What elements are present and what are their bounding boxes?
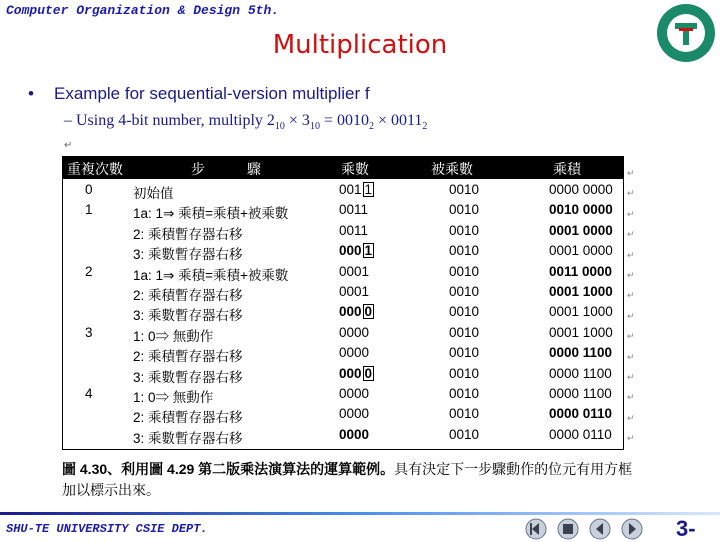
paragraph-mark-icon: ↵ xyxy=(627,392,635,403)
cell-multiplicand: 0010 xyxy=(449,386,480,401)
cell-product: 0000 1100 xyxy=(549,345,613,361)
cell-multiplier: 0000 xyxy=(339,386,370,401)
cell-step: 2: 乘積暫存器右移 xyxy=(133,410,243,426)
cell-step: 3: 乘數暫存器右移 xyxy=(133,308,243,324)
cell-multiplier: 000 0 xyxy=(339,365,373,381)
deciding-bit-box: 0 xyxy=(364,304,373,320)
multiplication-table xyxy=(62,156,624,450)
cell-iteration: 3 xyxy=(85,324,93,340)
cell-step: 初始值 xyxy=(133,186,174,201)
table-row xyxy=(63,385,623,405)
paragraph-mark-icon: ↵ xyxy=(627,270,635,280)
table-row xyxy=(63,405,623,425)
cell-product: 0000 0000 xyxy=(549,182,613,197)
cell-multiplier: 0000 xyxy=(339,406,370,422)
sub-bullet xyxy=(64,112,427,132)
sub-text-3: = 0010 xyxy=(319,112,369,129)
cell-multiplicand: 0010 xyxy=(449,304,480,320)
header-multiplicand: 被乘數 xyxy=(431,161,473,177)
header-multiplier: 乘數 xyxy=(341,161,369,177)
cell-step: 1: 0⇒ 無動作 xyxy=(133,390,214,405)
table-row xyxy=(63,263,623,283)
cell-multiplicand: 0010 xyxy=(449,324,480,340)
table-row xyxy=(63,344,623,364)
table-row xyxy=(63,365,623,385)
cell-multiplicand: 0010 xyxy=(449,182,480,197)
sub-subscript-4: 2 xyxy=(422,121,428,133)
table-row xyxy=(63,201,623,221)
cell-product: 0001 1000 xyxy=(549,304,613,320)
sub-subscript-2: 10 xyxy=(309,121,320,133)
paragraph-mark-icon: ↵ xyxy=(627,310,635,321)
cell-multiplicand: 0010 xyxy=(449,202,480,218)
sub-subscript-3: 2 xyxy=(368,121,374,133)
paragraph-mark-icon: ↵ xyxy=(627,229,635,240)
bullet-point xyxy=(28,84,370,104)
cell-product: 0010 0000 xyxy=(549,202,613,218)
table-row xyxy=(63,324,623,344)
paragraph-mark-icon: ↵ xyxy=(627,351,635,362)
cell-product: 0000 1100 xyxy=(549,386,612,401)
cell-multiplicand: 0010 xyxy=(449,406,480,422)
paragraph-mark-icon: ↵ xyxy=(64,140,73,151)
cell-multiplier: 0011 xyxy=(339,202,369,218)
paragraph-mark-icon: ↵ xyxy=(627,331,635,342)
previous-slide-icon[interactable] xyxy=(588,518,612,540)
paragraph-mark-icon: ↵ xyxy=(627,208,635,219)
cell-step: 1: 0⇒ 無動作 xyxy=(133,328,214,344)
deciding-bit-box: 1 xyxy=(364,243,373,259)
paragraph-mark-icon: ↵ xyxy=(627,290,635,301)
header-step: 步 驟 xyxy=(191,161,261,177)
paragraph-mark-icon: ↵ xyxy=(627,433,635,444)
cell-step: 1a: 1⇒ 乘積=乘積+被乘數 xyxy=(133,267,289,283)
deciding-bit-box: 0 xyxy=(364,365,373,381)
cell-product: 0000 0110 xyxy=(549,406,613,422)
footer-line xyxy=(0,512,720,515)
paragraph-mark-icon: ↵ xyxy=(627,168,635,178)
cell-step: 3: 乘數暫存器右移 xyxy=(133,430,243,446)
deciding-bit-box: 1 xyxy=(364,182,373,197)
course-title: Computer Organization & Design 5th. xyxy=(6,3,280,18)
paragraph-mark-icon: ↵ xyxy=(627,249,635,260)
slide-title: Multiplication xyxy=(272,30,448,60)
next-slide-icon[interactable] xyxy=(620,518,644,540)
cell-step: 2: 乘積暫存器右移 xyxy=(133,226,243,242)
page-number: 3- xyxy=(676,516,696,541)
sub-subscript-1: 10 xyxy=(274,121,285,133)
paragraph-mark-icon: ↵ xyxy=(627,188,635,199)
cell-multiplicand: 0010 xyxy=(449,345,480,361)
header-iteration: 重複次數 xyxy=(67,161,123,177)
table-row xyxy=(63,426,623,446)
cell-iteration: 2 xyxy=(85,263,93,279)
bullet-text: Example for sequential-version multiplier f xyxy=(54,84,370,103)
cell-product: 0001 1000 xyxy=(549,284,613,299)
sub-text-2: × 3 xyxy=(284,112,310,129)
cell-product: 0011 0000 xyxy=(549,263,613,279)
cell-product: 0001 1000 xyxy=(549,324,613,340)
cell-iteration: 1 xyxy=(85,202,93,218)
cell-multiplier: 0000 xyxy=(339,426,370,442)
cell-iteration: 4 xyxy=(85,386,93,401)
cell-multiplier: 001 1 xyxy=(339,182,373,197)
table-header xyxy=(63,157,623,179)
cell-step: 1a: 1⇒ 乘積=乘積+被乘數 xyxy=(133,206,289,222)
cell-multiplicand: 0010 xyxy=(449,365,480,381)
table-row xyxy=(63,181,623,201)
cell-multiplier: 0001 xyxy=(339,284,370,299)
paragraph-mark-icon: ↵ xyxy=(627,372,635,382)
bullet-icon: • xyxy=(28,84,34,103)
figure-caption xyxy=(62,459,642,501)
footer-text: SHU-TE UNIVERSITY CSIE DEPT. xyxy=(6,522,208,536)
cell-step: 3: 乘數暫存器右移 xyxy=(133,247,243,263)
table-row xyxy=(63,242,623,262)
cell-iteration: 0 xyxy=(85,182,93,197)
cell-product: 0001 0000 xyxy=(549,222,613,238)
footer xyxy=(0,512,720,540)
cell-multiplicand: 0010 xyxy=(449,426,480,442)
cell-step: 3: 乘數暫存器右移 xyxy=(133,369,243,385)
first-slide-icon[interactable] xyxy=(524,518,548,540)
paragraph-mark-icon: ↵ xyxy=(627,412,635,423)
cell-product: 0000 0110 xyxy=(549,426,612,442)
cell-multiplier: 0001 xyxy=(339,263,370,279)
cell-product: 0000 1100 xyxy=(549,365,612,381)
table-row xyxy=(63,283,623,303)
cell-multiplier: 0011 xyxy=(339,222,369,238)
cell-step: 2: 乘積暫存器右移 xyxy=(133,288,243,303)
cell-multiplier: 000 0 xyxy=(339,304,373,320)
cell-multiplicand: 0010 xyxy=(449,222,480,238)
header-product: 乘積 xyxy=(553,161,581,177)
cell-multiplicand: 0010 xyxy=(449,284,480,299)
stop-icon[interactable] xyxy=(556,518,580,540)
cell-multiplicand: 0010 xyxy=(449,263,480,279)
cell-multiplier: 0000 xyxy=(339,345,370,361)
caption-text: 具有決定下一步驟動作的位元有用方框加以標示出來。 xyxy=(62,461,633,498)
sub-text-4: × 0011 xyxy=(373,112,423,129)
table-row xyxy=(63,303,623,323)
cell-multiplier: 000 1 xyxy=(339,243,373,259)
cell-multiplicand: 0010 xyxy=(449,243,480,259)
cell-multiplier: 0000 xyxy=(339,324,370,340)
caption-title: 圖 4.30、利用圖 4.29 第二版乘法演算法的運算範例。 xyxy=(62,461,395,477)
cell-step: 2: 乘積暫存器右移 xyxy=(133,349,243,365)
sub-text-1: – Using 4-bit number, multiply 2 xyxy=(64,112,275,129)
cell-product: 0001 0000 xyxy=(549,243,613,259)
table-row xyxy=(63,222,623,242)
